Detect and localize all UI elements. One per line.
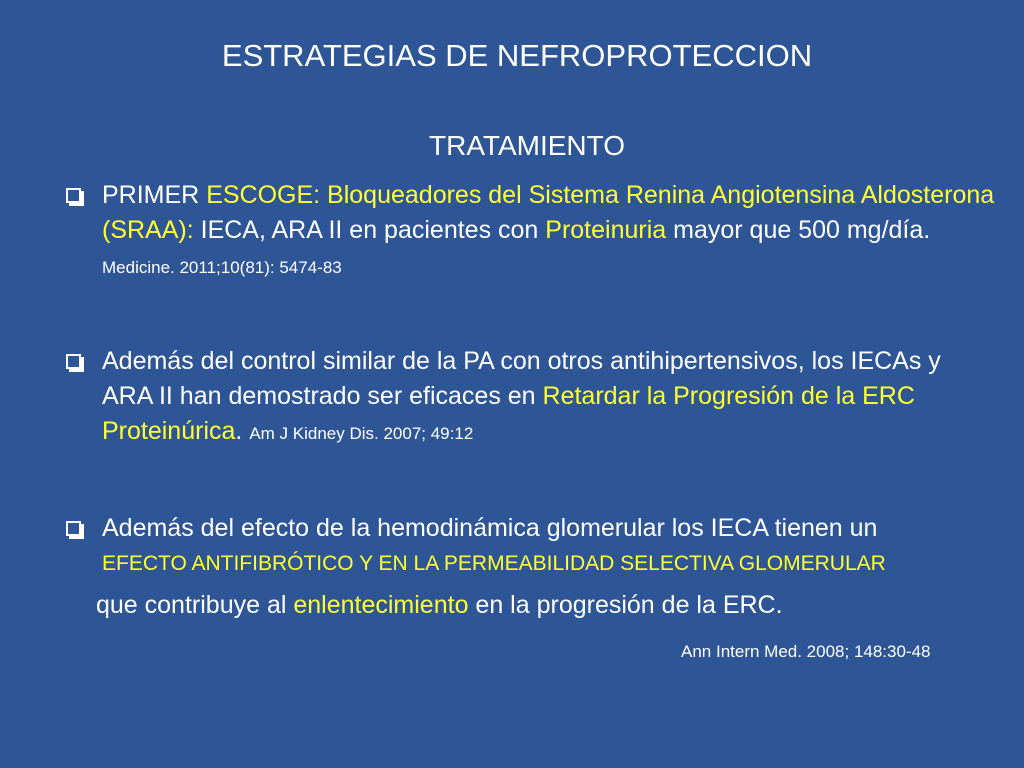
bullet-2-pre: Además del control similar de la PA con otros antihipertensivos, los IECAs y ARA II han demostrado ser eficaces en (102, 347, 941, 410)
bullet-1-highlight-2: Proteinuria (545, 216, 667, 244)
bullet-item-3 (66, 511, 996, 581)
bullet-1-pre: PRIMER (102, 181, 207, 209)
bullet-2-post: . (235, 417, 250, 445)
bullet-1-post: mayor que 500 mg/día. (666, 216, 931, 244)
bullet-3-highlight: EFECTO ANTIFIBRÓTICO Y EN LA PERMEABILIDAD SELECTIVA GLOMERULAR (102, 552, 886, 575)
bullet-3-continuation (96, 588, 783, 623)
bullet-2-highlight: Retardar la Progresión de la ERC Proteinúrica (102, 382, 915, 445)
continuation-pre: que contribuye al (96, 591, 294, 619)
bullet-1-mid: IECA, ARA II en pacientes con (193, 216, 546, 244)
bullet-1-text (102, 178, 996, 285)
bullet-2-reference: Am J Kidney Dis. 2007; 49:12 (249, 424, 474, 443)
final-reference: Ann Intern Med. 2008; 148:30-48 (681, 642, 931, 661)
checkbox-square-icon (66, 188, 81, 203)
bullet-3-text (102, 511, 996, 581)
slide-title: ESTRATEGIAS DE NEFROPROTECCION (221, 38, 813, 73)
continuation-post: en la progresión de la ERC. (468, 591, 783, 619)
slide-subtitle: TRATAMIENTO (429, 130, 625, 161)
continuation-highlight: enlentecimiento (293, 591, 469, 619)
checkbox-square-icon (66, 521, 81, 536)
bullet-item-2 (66, 344, 996, 451)
bullet-1-reference: Medicine. 2011;10(81): 5474-83 (102, 258, 342, 277)
bullet-1-highlight: ESCOGE: Bloqueadores del Sistema Renina Angiotensina Aldosterona (SRAA): (102, 181, 995, 244)
bullet-item-1 (66, 178, 996, 285)
checkbox-square-icon (66, 354, 81, 369)
bullet-2-text (102, 344, 996, 451)
bullet-3-pre: Además del efecto de la hemodinámica glomerular los IECA tienen un (102, 514, 878, 542)
